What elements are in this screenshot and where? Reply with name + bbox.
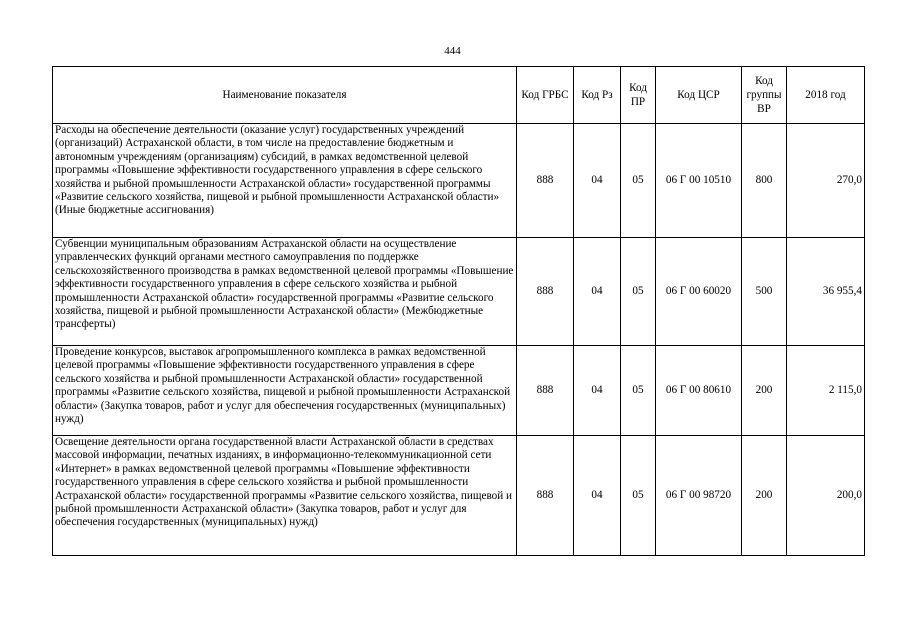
- row-csr: 06 Г 00 60020: [656, 238, 742, 346]
- table-row: [53, 436, 865, 556]
- row-vr: 200: [742, 436, 787, 556]
- table-row: [53, 346, 865, 436]
- row-csr: 06 Г 00 80610: [656, 346, 742, 436]
- row-pr: 05: [621, 124, 656, 238]
- row-grbs: 888: [517, 436, 574, 556]
- row-name: Субвенции муниципальным образованиям Астраханской области на осуществление управленческих функций органами местного самоуправления по поддержке сельскохозяйственного производства в рамках ведомственной целевой программы «Повышение эффективности государственного управления в сфере сельского хозяйства и рыбной промышленности Астраханской области» государственной программы «Развитие сельского хозяйства, пищевой и рыбной промышленности Астраханской области» (Межбюджетные трансферты): [53, 238, 517, 346]
- table-row: [53, 238, 865, 346]
- row-rz: 04: [574, 436, 621, 556]
- row-pr: 05: [621, 346, 656, 436]
- header-rz: Код Рз: [574, 67, 621, 124]
- row-pr: 05: [621, 436, 656, 556]
- row-vr: 800: [742, 124, 787, 238]
- row-name: Освещение деятельности органа государственной власти Астраханской области в средствах массовой информации, печатных изданиях, в информационно-телекоммуникационной сети «Интернет» в рамках ведомственной целевой программы «Повышение эффективности государственного управления в сфере сельского хозяйства и рыбной промышленности Астраханской области» государственной программы «Развитие сельского хозяйства, пищевой и рыбной промышленности Астраханской области» (Закупка товаров, работ и услуг для обеспечения государственных (муниципальных) нужд): [53, 436, 517, 556]
- row-grbs: 888: [517, 346, 574, 436]
- row-amount: 2 115,0: [787, 346, 865, 436]
- header-name: Наименование показателя: [53, 67, 517, 124]
- budget-table: [52, 66, 865, 556]
- row-csr: 06 Г 00 10510: [656, 124, 742, 238]
- row-grbs: 888: [517, 238, 574, 346]
- row-rz: 04: [574, 124, 621, 238]
- table-row: [53, 124, 865, 238]
- row-pr: 05: [621, 238, 656, 346]
- row-name: Проведение конкурсов, выставок агропромышленного комплекса в рамках ведомственной целевой программы «Повышение эффективности государственного управления в сфере сельского хозяйства и рыбной промышленности Астраханской области» государственной программы «Развитие сельского хозяйства, пищевой и рыбной промышленности Астраханской области» (Закупка товаров, работ и услуг для обеспечения государственных (муниципальных) нужд): [53, 346, 517, 436]
- page-number: 444: [444, 45, 461, 57]
- row-amount: 270,0: [787, 124, 865, 238]
- row-grbs: 888: [517, 124, 574, 238]
- row-rz: 04: [574, 346, 621, 436]
- row-amount: 200,0: [787, 436, 865, 556]
- header-year: 2018 год: [787, 67, 865, 124]
- header-vr: Код группы ВР: [742, 67, 787, 124]
- table-header-row: [53, 67, 865, 124]
- row-vr: 200: [742, 346, 787, 436]
- row-vr: 500: [742, 238, 787, 346]
- header-grbs: Код ГРБС: [517, 67, 574, 124]
- row-rz: 04: [574, 238, 621, 346]
- header-pr: Код ПР: [621, 67, 656, 124]
- row-amount: 36 955,4: [787, 238, 865, 346]
- row-name: Расходы на обеспечение деятельности (оказание услуг) государственных учреждений (организаций) Астраханской области, в том числе на предоставление бюджетным и автономным учреждениям (организациям) субсидий, в рамках ведомственной целевой программы «Повышение эффективности государственного управления в сфере сельского хозяйства и рыбной промышленности Астраханской области» государственной программы «Развитие сельского хозяйства, пищевой и рыбной промышленности Астраханской области» (Иные бюджетные ассигнования): [53, 124, 517, 238]
- row-csr: 06 Г 00 98720: [656, 436, 742, 556]
- header-csr: Код ЦСР: [656, 67, 742, 124]
